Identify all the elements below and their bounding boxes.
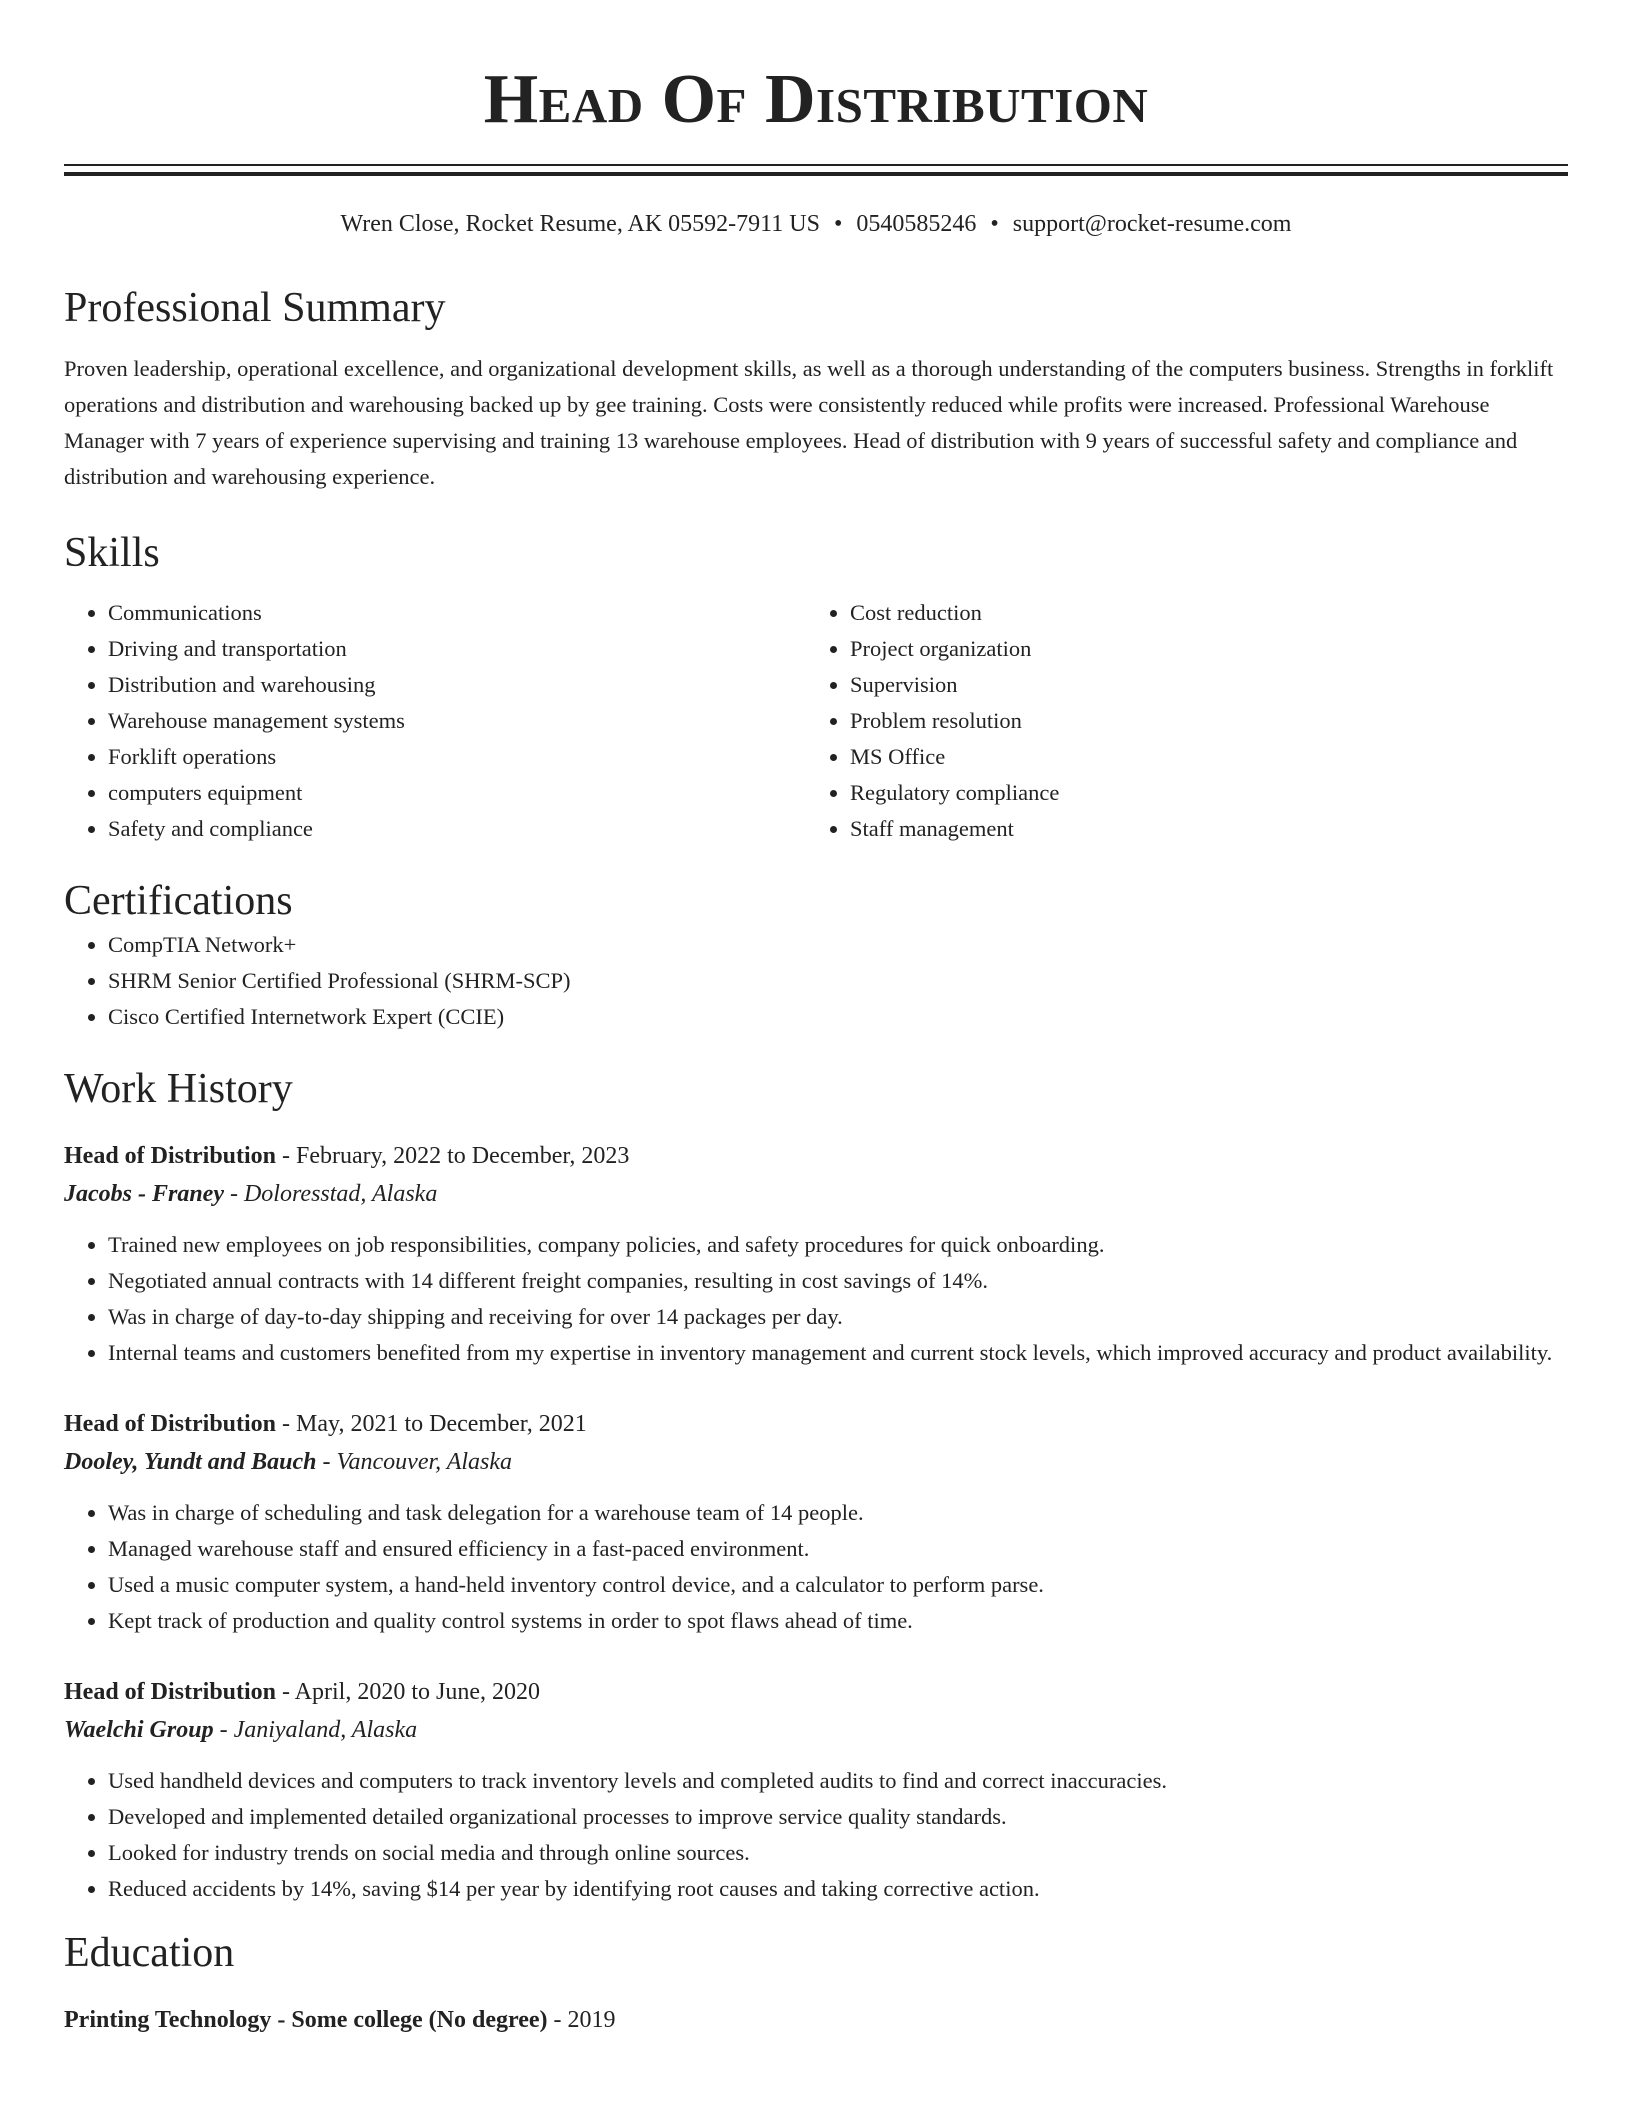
job-duties-list [64, 1763, 1568, 1907]
contact-address: Wren Close, Rocket Resume, AK 05592-7911 US [340, 211, 820, 237]
resume-title: Head Of Distribution [483, 61, 1149, 138]
job-role: Head of Distribution [64, 1411, 277, 1437]
job-duty: • Negotiated annual contracts with 14 different freight companies, resulting in cost savings of 14%. [108, 1263, 1568, 1299]
job-entry [64, 1673, 1568, 1907]
job-duty: • Reduced accidents by 14%, saving $14 per year by identifying root causes and taking corrective action. [108, 1871, 1568, 1907]
job-heading [64, 1137, 1568, 1175]
job-employer [64, 1443, 1568, 1481]
certification-item: • Cisco Certified Internetwork Expert (CCIE) [108, 999, 1568, 1035]
skill-item: • Supervision [850, 667, 1548, 703]
job-heading [64, 1673, 1568, 1711]
skill-item: • Project organization [850, 631, 1548, 667]
job-duty: • Kept track of production and quality control systems in order to spot flaws ahead of time. [108, 1603, 1568, 1639]
skill-item: • Regulatory compliance [850, 775, 1548, 811]
job-role: Head of Distribution [64, 1679, 277, 1705]
job-company: Dooley, Yundt and Bauch [64, 1449, 317, 1475]
job-location: - Vancouver, Alaska [316, 1449, 513, 1475]
job-duty: • Was in charge of day-to-day shipping and receiving for over 14 packages per day. [108, 1299, 1568, 1335]
skill-item: • Problem resolution [850, 703, 1548, 739]
certification-item: • CompTIA Network+ [108, 927, 1568, 963]
skill-item: • MS Office [850, 739, 1548, 775]
skills-grid [64, 595, 1568, 847]
job-heading [64, 1405, 1568, 1443]
job-company: Waelchi Group [64, 1717, 214, 1743]
contact-separator: • [990, 211, 999, 237]
job-role: Head of Distribution [64, 1143, 277, 1169]
job-duty: • Used a music computer system, a hand-held inventory control device, and a calculator to perform parse. [108, 1567, 1568, 1603]
contact-email: support@rocket-resume.com [1012, 211, 1292, 237]
contact-line [64, 208, 1568, 240]
job-duty: • Looked for industry trends on social media and through online sources. [108, 1835, 1568, 1871]
job-duties-list [64, 1495, 1568, 1639]
skill-item: • Staff management [850, 811, 1548, 847]
contact-separator: • [833, 211, 843, 237]
title-divider [64, 164, 1568, 176]
job-duty: • Internal teams and customers benefited from my expertise in inventory management and current stock levels, which improved accuracy and product availability. [108, 1335, 1568, 1371]
skills-list-right [806, 595, 1548, 847]
section-title-work-history: Work History [64, 1066, 293, 1112]
skill-item: • Safety and compliance [108, 811, 806, 847]
job-duty: • Managed warehouse staff and ensured efficiency in a fast-paced environment. [108, 1531, 1568, 1567]
job-entry [64, 1137, 1568, 1371]
skill-item: • computers equipment [108, 775, 806, 811]
skills-list-left [64, 595, 806, 847]
skills-column-right [806, 595, 1548, 847]
job-duty: • Developed and implemented detailed organizational processes to improve service quality standards. [108, 1799, 1568, 1835]
job-company: Jacobs - Franey [64, 1181, 224, 1207]
section-title-skills: Skills [64, 530, 160, 576]
skill-item: • Warehouse management systems [108, 703, 806, 739]
job-entry [64, 1405, 1568, 1639]
education-year: - 2019 [547, 2007, 616, 2033]
certifications-list [64, 927, 1568, 1035]
summary-text: Proven leadership, operational excellence, and organizational development skills, as well as a thorough understanding of the computers business. Strengths in forklift operations and distribution and warehousing backed up by gee training. Costs were consistently reduced while profits were increased. Professional Warehouse Manager with 7 years of experience supervising and training 13 warehouse employees. Head of distribution with 9 years of successful safety and compliance and distribution and warehousing experience. [64, 356, 1554, 489]
education-entry [64, 2001, 1568, 2039]
education-degree: Printing Technology - Some college (No degree) [64, 2007, 548, 2033]
skills-column-left [64, 595, 806, 847]
job-duties-list [64, 1227, 1568, 1371]
job-duty: • Was in charge of scheduling and task delegation for a warehouse team of 14 people. [108, 1495, 1568, 1531]
job-location: - Janiyaland, Alaska [213, 1717, 418, 1743]
job-employer [64, 1175, 1568, 1213]
job-location: - Doloresstad, Alaska [223, 1181, 438, 1207]
skill-item: • Communications [108, 595, 806, 631]
skill-item: • Forklift operations [108, 739, 806, 775]
section-title-certifications: Certifications [64, 878, 293, 924]
job-employer [64, 1711, 1568, 1749]
job-duty: • Used handheld devices and computers to track inventory levels and completed audits to find and correct inaccuracies. [108, 1763, 1568, 1799]
job-dates: - February, 2022 to December, 2023 [276, 1143, 630, 1169]
job-dates: - May, 2021 to December, 2021 [276, 1411, 587, 1437]
certification-item: • SHRM Senior Certified Professional (SHRM-SCP) [108, 963, 1568, 999]
skill-item: • Distribution and warehousing [108, 667, 806, 703]
skill-item: • Cost reduction [850, 595, 1548, 631]
section-title-education: Education [64, 1930, 235, 1976]
job-duty: • Trained new employees on job responsibilities, company policies, and safety procedures for quick onboarding. [108, 1227, 1568, 1263]
section-title-summary: Professional Summary [64, 285, 446, 331]
job-dates: - April, 2020 to June, 2020 [276, 1679, 541, 1705]
contact-phone: 0540585246 [856, 211, 977, 237]
skill-item: • Driving and transportation [108, 631, 806, 667]
